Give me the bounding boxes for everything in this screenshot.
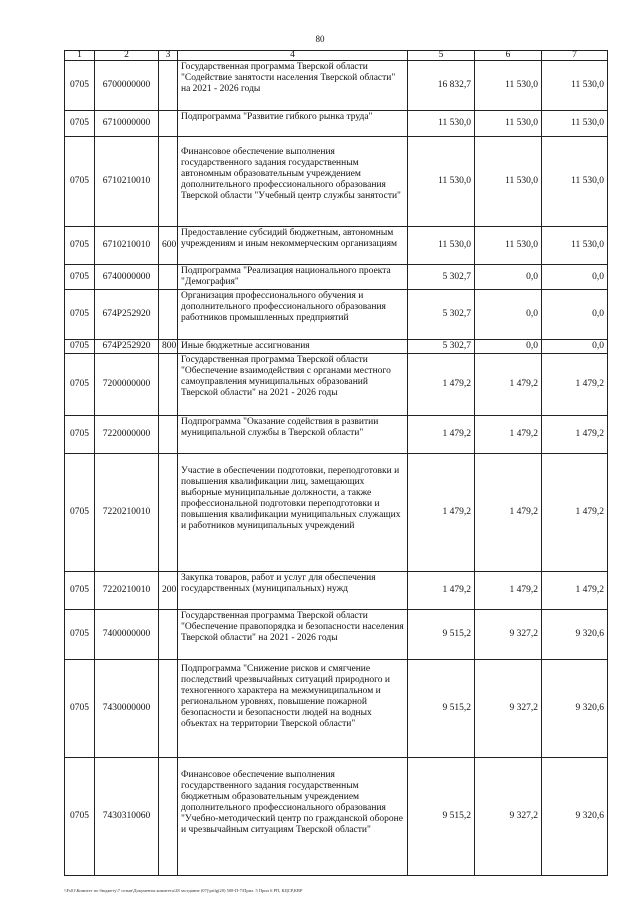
amount-col7: 1 479,2	[542, 454, 608, 572]
target-article-code: 6710210010	[95, 227, 159, 265]
item-name: Подпрограмма "Развитие гибкого рынка труда"	[178, 111, 408, 137]
target-article-code: 7220000000	[95, 416, 159, 454]
section-code: 0705	[65, 572, 95, 610]
amount-col7: 9 320,6	[542, 610, 608, 660]
header-row	[65, 51, 608, 61]
table-row	[65, 572, 608, 610]
expense-type-code	[159, 454, 178, 572]
target-article-code: 7400000000	[95, 610, 159, 660]
table-row	[65, 290, 608, 340]
table-row	[65, 454, 608, 572]
expense-type-code	[159, 660, 178, 758]
amount-col5: 1 479,2	[408, 454, 475, 572]
item-name: Закупка товаров, работ и услуг для обеспечения государственных (муниципальных) нужд	[178, 572, 408, 610]
amount-col5: 1 479,2	[408, 572, 475, 610]
section-code: 0705	[65, 340, 95, 354]
item-name: Государственная программа Тверской области "Содействие занятости населения Тверской области" на 2021 - 2026 годы	[178, 61, 408, 111]
column-header: 6	[475, 51, 542, 61]
amount-col5: 11 530,0	[408, 137, 475, 227]
section-code: 0705	[65, 111, 95, 137]
section-code: 0705	[65, 137, 95, 227]
amount-col6: 9 327,2	[475, 758, 542, 876]
column-header: 5	[408, 51, 475, 61]
section-code: 0705	[65, 61, 95, 111]
amount-col5: 9 515,2	[408, 610, 475, 660]
item-name: Предоставление субсидий бюджетным, автономным учреждениям и иным некоммерческим организациям	[178, 227, 408, 265]
table-row	[65, 61, 608, 111]
amount-col5: 5 302,7	[408, 290, 475, 340]
amount-col5: 1 479,2	[408, 416, 475, 454]
section-code: 0705	[65, 290, 95, 340]
amount-col6: 1 479,2	[475, 416, 542, 454]
table-row	[65, 340, 608, 354]
file-path-footer: \\Fs01\Комитет по бюджету\7 созыв\Документы комитета\28 заседание (07)\prilg(20) 508-П-7\Прил. 5 Прил 6 РП, КЦСР,КВР	[64, 888, 303, 893]
amount-col6: 9 327,2	[475, 660, 542, 758]
column-header: 1	[65, 51, 95, 61]
amount-col7: 1 479,2	[542, 572, 608, 610]
amount-col5: 5 302,7	[408, 265, 475, 290]
target-article-code: 7430310060	[95, 758, 159, 876]
table-row	[65, 111, 608, 137]
target-article-code: 7220210010	[95, 572, 159, 610]
item-name: Участие в обеспечении подготовки, переподготовки и повышения квалификации лиц, замещающих выборные муниципальные должности, а также профессиональной подготовки переподготовки и повышения квалификации муниципальных служащих и работников муниципальных учреждений	[178, 454, 408, 572]
target-article-code: 6710000000	[95, 111, 159, 137]
target-article-code: 674P252920	[95, 340, 159, 354]
expense-type-code	[159, 354, 178, 416]
amount-col5: 9 515,2	[408, 758, 475, 876]
table-row	[65, 354, 608, 416]
target-article-code: 7200000000	[95, 354, 159, 416]
amount-col6: 9 327,2	[475, 610, 542, 660]
section-code: 0705	[65, 265, 95, 290]
section-code: 0705	[65, 354, 95, 416]
amount-col7: 0,0	[542, 265, 608, 290]
amount-col5: 1 479,2	[408, 354, 475, 416]
target-article-code: 7220210010	[95, 454, 159, 572]
target-article-code: 6740000000	[95, 265, 159, 290]
expense-type-code: 200	[159, 572, 178, 610]
amount-col6: 0,0	[475, 265, 542, 290]
target-article-code: 7430000000	[95, 660, 159, 758]
amount-col6: 1 479,2	[475, 454, 542, 572]
table-row	[65, 758, 608, 876]
table-row	[65, 610, 608, 660]
expense-type-code: 600	[159, 227, 178, 265]
column-header: 2	[95, 51, 159, 61]
table-row	[65, 660, 608, 758]
target-article-code: 674P252920	[95, 290, 159, 340]
amount-col7: 11 530,0	[542, 227, 608, 265]
amount-col6: 1 479,2	[475, 354, 542, 416]
target-article-code: 6710210010	[95, 137, 159, 227]
section-code: 0705	[65, 227, 95, 265]
column-header: 4	[178, 51, 408, 61]
amount-col6: 11 530,0	[475, 61, 542, 111]
amount-col7: 0,0	[542, 290, 608, 340]
amount-col7: 9 320,6	[542, 758, 608, 876]
amount-col6: 11 530,0	[475, 227, 542, 265]
item-name: Государственная программа Тверской области "Обеспечение взаимодействия с органами местного самоуправления муниципальных образований Тверской области" на 2021 - 2026 годы	[178, 354, 408, 416]
amount-col7: 11 530,0	[542, 111, 608, 137]
expense-type-code	[159, 61, 178, 111]
item-name: Подпрограмма "Снижение рисков и смягчение последствий чрезвычайных ситуаций природного и техногенного характера на межмуниципальном и региональном уровнях, повышение пожарной безопасности и безопасности людей на водных объектах на территории Тверской области"	[178, 660, 408, 758]
amount-col5: 9 515,2	[408, 660, 475, 758]
table-row	[65, 416, 608, 454]
expense-type-code	[159, 610, 178, 660]
expense-type-code	[159, 758, 178, 876]
expense-type-code	[159, 290, 178, 340]
page-number: 80	[315, 34, 325, 44]
item-name: Финансовое обеспечение выполнения государственного задания государственным бюджетным образовательным учреждением дополнительного профессионального образования "Учебно-методический центр по гражданской обороне и чрезвычайным ситуациям Тверской области"	[178, 758, 408, 876]
item-name: Подпрограмма "Реализация национального проекта "Демография"	[178, 265, 408, 290]
budget-table	[64, 50, 608, 876]
amount-col6: 11 530,0	[475, 137, 542, 227]
expense-type-code	[159, 416, 178, 454]
item-name: Организация профессионального обучения и дополнительного профессионального образования работников промышленных предприятий	[178, 290, 408, 340]
amount-col7: 0,0	[542, 340, 608, 354]
amount-col6: 0,0	[475, 290, 542, 340]
amount-col5: 5 302,7	[408, 340, 475, 354]
table-row	[65, 137, 608, 227]
amount-col5: 16 832,7	[408, 61, 475, 111]
column-header: 7	[542, 51, 608, 61]
section-code: 0705	[65, 610, 95, 660]
amount-col7: 1 479,2	[542, 354, 608, 416]
amount-col6: 11 530,0	[475, 111, 542, 137]
expense-type-code	[159, 111, 178, 137]
amount-col5: 11 530,0	[408, 111, 475, 137]
item-name: Финансовое обеспечение выполнения государственного задания государственным автономным образовательным учреждением дополнительного профессионального образования Тверской области "Учебный центр службы занятости"	[178, 137, 408, 227]
item-name: Иные бюджетные ассигнования	[178, 340, 408, 354]
table-row	[65, 227, 608, 265]
section-code: 0705	[65, 660, 95, 758]
amount-col5: 11 530,0	[408, 227, 475, 265]
section-code: 0705	[65, 454, 95, 572]
amount-col6: 0,0	[475, 340, 542, 354]
column-header: 3	[159, 51, 178, 61]
item-name: Подпрограмма "Оказание содействия в развитии муниципальной службы в Тверской области"	[178, 416, 408, 454]
expense-type-code	[159, 265, 178, 290]
amount-col7: 9 320,6	[542, 660, 608, 758]
amount-col6: 1 479,2	[475, 572, 542, 610]
amount-col7: 1 479,2	[542, 416, 608, 454]
table-row	[65, 265, 608, 290]
amount-col7: 11 530,0	[542, 61, 608, 111]
target-article-code: 6700000000	[95, 61, 159, 111]
amount-col7: 11 530,0	[542, 137, 608, 227]
section-code: 0705	[65, 758, 95, 876]
item-name: Государственная программа Тверской области "Обеспечение правопорядка и безопасности населения Тверской области" на 2021 - 2026 годы	[178, 610, 408, 660]
expense-type-code	[159, 137, 178, 227]
expense-type-code: 800	[159, 340, 178, 354]
section-code: 0705	[65, 416, 95, 454]
